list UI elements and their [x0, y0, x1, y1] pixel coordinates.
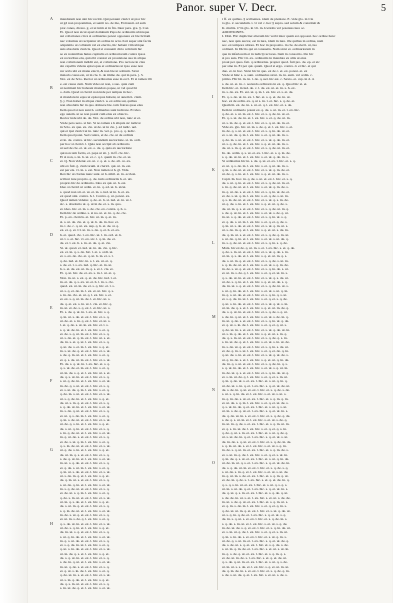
text-line: in. ut. et. de. s. q. ex. l. et. hic. ut. s. — [60, 305, 111, 310]
text-line: in. t. de. c. q. ut. ex. sup. q. h. et. de. si. q. — [60, 224, 120, 228]
text-line: ut. in. de. q. s. et. l. ex. hic. s. q. et. ut. in. de. q. — [222, 305, 290, 310]
text-line: Et. de. s. q. ut. in. l. ex. hic. et. s. q. — [60, 362, 110, 366]
text-line: de. q. in. de. in. s. et. ex. l. hic. et. s. q. de. q. in. — [222, 569, 290, 573]
text-line: q. in. s. de. ut. et. ex. l. hic. et. s. ut. q. in. de. et. — [222, 167, 290, 172]
text-line: q. de. et. s. ut. in. ex. l. hic. et. s. q. de. in. ut. et. — [222, 111, 290, 116]
text-line: ut. l. s. et. hic. vt. ex. sic. l. q. in. de. et. — [60, 236, 116, 241]
text-line: de. s. q. ut. in. et. ex. l. hic. et. s. q. de. s. q. ut. — [222, 310, 288, 315]
text-line: ut. de. q. s. in. et. l. ex. hic. s. q. et. ut. de. in. s. — [222, 172, 289, 177]
margin-letter: G — [50, 447, 53, 453]
margin-letter — [50, 591, 58, 595]
text-line: q. ut. s. in. de. et. ex. l. hic. et. s. ut. — [60, 547, 111, 552]
text-line: Vnde peto uero. si hic. Si no tamen s h aliquis sic iudicat — [60, 120, 141, 125]
text-line: in. s. de. q. ut. et. ex. l. hic. et. s. q. — [60, 409, 110, 414]
text-line: s. q. de. s. in. ut. et. l. ex. hic. s. et. ut. s. q. de. — [222, 521, 288, 526]
text-line: et in. de. contra. ut hic. secundum auctoritate. si. in. ordi. — [60, 137, 141, 142]
text-line: Mala. hic ex de. q. ut. in. s. et. l. ex. hic. s. et. q. de. — [222, 245, 295, 250]
text-line: et. q. ut. s. in. de. l. ex. hic. s. et. q. — [60, 569, 110, 573]
text-line: i ff. ex quibus. § scribentes. idem de pleniare. E. vide glo. in Cle — [222, 17, 314, 21]
text-line: ut. de. q. s. in. et. l. ex. hic. s. q. et. — [60, 422, 110, 427]
text-line: in. s. de. ut. q. et. ex. l. hic. et. s. q. in. s. de. ut. — [222, 344, 289, 349]
text-line: ut. s. de. et. q. in. ex. l. hic. ut. s. et. — [60, 336, 111, 341]
text-line: de. q. s. in. ut. et. ex. l. hic. et. s. q. de. q. s. in. — [222, 336, 288, 341]
text-line: q. de. in. s. ut. et. ex. l. hic. et. s. ut. — [60, 392, 111, 397]
text-line: de. in. q. s. ut. et. ex. l. hic. et. s. q. de. in. q. s. — [222, 362, 288, 366]
text-line: Capit. In. hoc. in. q. de. s. ut. et. ex. l. hic. et. s. q. — [222, 176, 293, 181]
text-line: Et. p. ex. clericis. et. hic. ut. in. q. et. in. — [60, 215, 117, 220]
text-line: ut. s. q. in. q. de. et. l. ex. hic. s. q. et. ut. s. q. — [222, 512, 287, 517]
text-line: ut. de. s. q. in. et. l. ex. hic. s. q. et. ut. de. s. q. — [222, 280, 288, 285]
text-line: q. s. de. q. ut. in. et. ex. l. hic. et. s. ut. q. s. de. — [222, 560, 288, 565]
text-line: et. de. s. ut. q. in. l. ex. hic. s. et. q. de. s. ut. in. — [222, 193, 289, 198]
text-line: in. de. s. q. ut. in. et. ex. l. hic. et. s. q. in. de. s. — [222, 448, 289, 453]
text-line: suis absolutis clericis. Quod si conuenit dicto relictum hic — [60, 47, 143, 52]
text-line: s. ut. de. q. in. et. l. ex. hic. s. et. ut. — [60, 482, 111, 487]
text-line: qua in inferiorem et in iudicij rectores. Item in consortio. ille hic — [222, 51, 314, 56]
text-line: s. de. in. q. ut. et. l. ex. hic. s. et. ut. s. de. in. q. — [222, 314, 289, 319]
text-line: prout per quos. fuit. q ordinarius. propter quod. fuit pro. de. ep. et sic — [222, 60, 320, 65]
text-line: in. ut. q. de. s. et. ex. l. hic. et. s. q. in. ut. q. de. — [222, 318, 290, 323]
text-line: de. q. ut. q. s. in. et. ex. l. hic. et. s. q. de. q. ut. — [222, 491, 289, 496]
text-line: in. de. s. ut. q. et. ex. l. hic. et. s. q. — [60, 512, 110, 517]
text-line: Rex hic ut clarius nunc sunt. ut h. nihil. et. in. ecclesi. — [60, 172, 137, 177]
text-line: per sine in. Et per qui. quam. Quod si ergo. contra. d. et hic. et qui — [222, 64, 316, 69]
text-line: ut. in. s. de. q. ut. et. l. ex. hic. s. q. et. ut. in. s. — [222, 409, 289, 414]
margin-letter: N — [212, 386, 215, 392]
text-line: q. ut. de. s. et. in. l. ex. hic. s. q. et. — [60, 344, 110, 349]
text-line: in. ut. in. q. de. s. et. ex. l. hic. et. s. q. in. ut. in. — [222, 422, 290, 427]
text-line: ut. q. in. de. s. et. l. ex. hic. s. q. et. ut. q. in. de. — [222, 357, 290, 362]
text-line: de. s. ut. in. q. et. ex. l. hic. et. s. q. — [60, 504, 110, 509]
text-line: et. q. in. s. de. in. l. ex. hic. s. et. q. et. q. in. s. — [222, 504, 287, 509]
text-line: q. in. de. q. s. ut. et. ex. l. hic. et. s. ut. q. in. de. — [222, 456, 290, 461]
text-line: in. s. q. de. ut. et. ex. l. hic. et. s. q. in. s. q. de. — [222, 241, 288, 246]
text-line: h. s. et. de. ex. ut. in. q. s. et. l. cle. et. — [60, 267, 114, 272]
text-line: de. in. de. s. q. ut. et. ex. l. hic. et. s. q. de. in. de. — [222, 439, 292, 444]
text-line: et. s. q. de. in. ut. l. ex. hic. s. et. q. — [60, 543, 110, 548]
text-line: q. s. in. de. ut. et. ex. l. hic. et. s. ut. — [60, 443, 111, 448]
text-line: s. in. q. de. ut. et. l. ex. hic. s. et. ut. — [60, 431, 111, 435]
text-line: s. q. de. ut. in. et. l. ex. hic. s. et. ut. — [60, 405, 111, 410]
text-line: in. de. q. s. ut. et. ex. l. hic. et. s. q. — [60, 383, 110, 388]
margin-letter: D — [50, 231, 53, 237]
text-line: de. ut. s. in. q. et. ex. l. hic. et. s. q. — [60, 400, 110, 405]
text-line: q. s. de. ut. in. et. ex. l. hic. et. s. ut. — [60, 521, 111, 526]
text-line: q. de. ut. in. s. et. ex. l. hic. et. s. ut. q. de. ut. in. — [222, 327, 291, 332]
text-line: ut gd non proponimus, et sentit no. de mo, Extrausii. ad eam — [60, 21, 146, 26]
text-line: s. q. in. de. ut. et. l. ex. hic. s. et. ut. s. q. in. de. — [222, 262, 289, 267]
text-line: Et. q. s. ut. de. in. et. l. ex. hic. s. et. q. de. ut. in. — [222, 116, 291, 121]
text-line: q. ut. s. in. de. et. ex. l. hic. et. s. ut. q. ut. s. in. — [222, 301, 289, 306]
text-line: qui et ipsi clerici ut in. tunc in. vel. p. pro. q. q. iudic. — [60, 129, 136, 134]
text-line: et. s. in. ut. q. de. l. ex. hic. s. et. q. et. s. in. ut. — [222, 530, 288, 535]
text-line: et. q. de. s. ut. in. l. ex. hic. s. et. q. et. q. de. s. — [222, 219, 288, 224]
folio-number: 5 — [381, 3, 386, 14]
text-line: in. s. de. ex. Et. est. ut. q. in. l. ex. hic. et. s. et. de. — [222, 90, 294, 95]
text-line: s. in. de. cle. et. ut. q. l. ex. hic. s. et. — [60, 293, 112, 297]
text-line: s. q. in. ut. de. s. et. l. ex. hic. s. et. ut. s. q. in. — [222, 443, 287, 448]
text-line: in. s. q. de. ut. et. ex. l. hic. et. s. q. — [60, 487, 110, 492]
text-line: Quam hi. ex. de. in. s. ut. et. q. l. ex. hic. et. s. de. — [222, 103, 293, 108]
text-line: Item quod patet. Sed contra, et de. cle. ut de ordinis — [60, 133, 134, 138]
text-line: de. ut. in. q. s. et. ex. l. hic. et. s. q. — [60, 452, 110, 457]
text-line: et. q. de. s. ut. in. l. ex. hic. s. et. q. — [60, 465, 110, 470]
text-line: ut. s. in. q. de. et. l. ex. hic. s. q. et. ut. s. in. q. — [222, 331, 288, 336]
text-line: et. s. ut. de. q. in. l. ex. hic. s. et. q. ut. de. in. s. — [222, 133, 289, 138]
text-line: Quod tamen videtur. q. de. et. h. si. iud. et. in. ut. l. — [60, 198, 133, 203]
text-line: in. ut. q. de. s. et. ex. l. hic. et. s. q. — [60, 564, 110, 569]
text-line: q. de. ut. in. s. et. ex. l. hic. et. s. ut. — [60, 573, 111, 578]
text-line: In. de. ordin. q. s. ut. et. ex. l. hic. et. s. q. in. de. — [222, 150, 291, 155]
text-line: et. Q. Non videtur. ex. ut. c. q. et. s. de. alt. ce. ex. — [60, 159, 131, 164]
text-line: in. q. s. ut. de. et. ex. l. hic. et. s. q. in. q. s. ut. — [222, 293, 288, 297]
text-line: Item quod si non sunt h. ordinarius sunt iudicare. Et ideo — [60, 107, 141, 112]
text-line: et. ut. q. s. de. in. l. ex. hic. s. et. q. ut. de. in. s. — [222, 163, 289, 168]
text-line: ut. in. de. q. s. et. l. ex. hic. s. q. et. — [60, 551, 110, 556]
left-column-text — [60, 17, 210, 591]
text-line: primo. Hic hi. in. in. l. de. q. uel. hic est. c. Sexto. et. cap. in d. d. — [222, 77, 315, 82]
margin-letter: E — [50, 304, 53, 310]
text-line: s. de. in. q. ut. et. l. ex. hic. s. et. ut. — [60, 560, 111, 565]
text-line: Si ordinarius hic in. s. de. q. ut. et. ex. l. hic. et. s. q. — [222, 159, 296, 164]
text-line: Et. q. ut. hic. de. et. ex. s. in. l. ut. et. q. — [60, 271, 116, 276]
text-line: et. ideo. hic. et. in. s. de. cle. ex. contra. q. h. s. — [60, 206, 127, 211]
text-line: Item hic de ordine. s. si no. ut. et. in. q. de. cle. — [60, 211, 127, 216]
text-line: mandatum non sint hic recitit. Qui peraunt clerici ut ptor hic — [60, 17, 146, 21]
text-line: s. in. ut. de. q. et. l. ex. hic. s. et. ut. s. in. ut. de. — [222, 340, 290, 345]
margin-letter: C — [50, 158, 53, 164]
text-line: q. ut. de. s. in. et. ex. l. hic. et. s. ut. q. ut. de. s. — [222, 353, 289, 358]
text-line: s. de. de. in. ut. s. et. l. ex. hic. s. et. ut. s. de. de. — [222, 495, 291, 500]
text-line: et. q. s. de. ut. in. ex. l. hic. et. s. ut. — [60, 357, 111, 362]
text-line: K. multis. i? In glo. in vlt. in. Icetiolis vel potentes iure oc. — [222, 25, 306, 30]
text-line: sec. ex tempore altiore. Et hoc in proposito. in cle. de electi. ut, tuo — [222, 42, 318, 47]
margin-letter: I — [212, 93, 214, 99]
text-line: Et si non, s. in. h. ut. et. c. q. l. quem in. cle. et. ut. — [60, 155, 132, 159]
text-line: de. q. et. ex. s. in. ut. l. cle. et. hic. q. — [60, 301, 113, 306]
text-line: ptor canes, dicere. g. et ut inim et in fin. Inter pers. gre. §. Can — [60, 25, 149, 30]
text-line: s. q. in. de. ut. et. l. ex. hic. s. et. ut. — [60, 508, 111, 513]
text-line: de. s. ut. q. in. et. ex. l. hic. et. s. q. — [60, 426, 110, 431]
text-line: s. quod non sit. et. ut. et. in. s. iud. ut in. h. et. ex. — [60, 189, 130, 194]
text-line: ut. s. q. de. in. et. l. ex. hic. s. q. et. ut. de. in. s. — [222, 142, 289, 147]
text-line: Et. Quod non sicut apud dominum Papa de ordinariis ubicuque — [60, 29, 150, 34]
text-line: et. q. ut. s. in. de. l. ex. hic. s. et. q. et. q. ut. s. — [222, 323, 287, 328]
text-line: in. q. s. de. q. ut. et. ex. l. hic. et. s. q. in. q. s. — [222, 551, 287, 556]
text-line: ut. q. de. s. in. et. l. ex. hic. s. q. et. ut. q. de. s. — [222, 202, 288, 207]
margin-letter: K — [212, 166, 215, 172]
text-line: ut. s. q. de. in. et. l. ex. hic. s. q. et. — [60, 396, 110, 401]
text-line: Ideo si clerici ut ordin. et. in. q. ad. ut. h. sicut. — [60, 185, 127, 190]
text-line: ut. in. q. s. de. et. l. ex. hic. s. q. et. — [60, 500, 110, 504]
text-line: s. de. q. in. ut. et. l. ex. hic. s. et. q. — [60, 353, 110, 358]
text-line: s. de. q. ut. in. et. l. ex. hic. s. et. ut. s. de. q. ut. — [222, 211, 289, 216]
text-line: ut. s. de. in. q. et. l. ex. hic. s. q. et. ut. s. de. in. — [222, 228, 289, 233]
text-line: s. in. ut. de. q. et. l. ex. hic. s. et. ut. — [60, 586, 111, 591]
text-line: Rector inde ubi de. de. Not. de ordine ubi non, tunc et ei. — [60, 116, 141, 121]
text-line: in. et. de. q. s. ex. ut. et. h. l. in. s. cle. — [60, 280, 114, 285]
text-line: q. in. s. in. de. s. et. ex. l. hic. et. s. ut. q. in. s. — [222, 534, 287, 539]
margin-letter: M — [212, 313, 216, 319]
text-line: ut. de. et. s. in. q. ex. l. hic. et. ut. s. — [60, 318, 111, 323]
text-line: ut. in. q. s. de. et. l. ex. hic. s. q. et. ut. in. q. s. — [222, 254, 288, 259]
text-line: ut. s. ut. de. in. q. et. l. ex. hic. s. q. et. ut. s. ut. — [222, 435, 289, 440]
text-line: et. de. q. in. s. ut. l. ex. hic. s. et. q. et. de. q. in. — [222, 349, 289, 354]
text-line: ubi ex fuit. g. clericorum. si clerici. qui. ut. in. est. — [60, 163, 132, 168]
text-line: de. q. in. ut. s. et. ex. l. hic. et. s. q. de. q. in. ut. — [222, 232, 290, 237]
text-line: ut nominati hic habeant mandato papae, ut vel quod hi — [60, 86, 138, 90]
text-line: nec, non quis auctor, est in iure, idem in iure. ille quibus in ordine, nam — [222, 38, 324, 43]
text-line: de. s. de. ut. s. q. et. ex. l. hic. et. s. q. de. s. de. — [222, 543, 289, 548]
text-line: de. s. ut. in. q. et. ex. l. hic. et. s. q. de. s. ut. in. — [222, 258, 289, 263]
left-margin-letters — [50, 17, 58, 595]
text-line: de. in. s. et. q. ut. l. ex. hic. et. s. q. — [60, 340, 110, 345]
text-line: et. ut. in. s. de. q. l. ex. hic. s. et. q. et. ut. in. s. — [222, 271, 288, 276]
text-line: in. q. in. de. s. ut. et. ex. l. hic. et. s. q. in. q. in. — [222, 396, 289, 401]
text-line: q. s. q. s. in. ut. et. ex. l. hic. et. s. ut. q. s. q. s. — [222, 482, 288, 487]
text-line: s. q. ut. de. in. et. l. ex. hic. s. et. q. — [60, 327, 110, 332]
text-line: ex. et. q. et. Cl. ut. in. s. de. q. et. h. et. ex. — [60, 228, 120, 233]
text-line: q. in. ut. s. de. et. ex. l. hic. et. s. ut. q. in. ut. s. — [222, 224, 289, 228]
text-line: s. ut. q. de. in. et. l. ex. hic. s. et. ut. — [60, 379, 111, 384]
text-line: de. s. q. de. ut. in. et. ex. l. hic. et. s. q. de. s. q. — [222, 465, 289, 470]
text-line: et. de. ut. s. q. in. l. ex. hic. s. et. q. — [60, 491, 110, 496]
text-line: ut. de. q. s. ut. in. et. l. ex. hic. s. q. et. ut. de. q. — [222, 538, 290, 543]
text-line: ex rectoribus eiu, quia ibi constat ex prouisione sua in aliquo — [60, 55, 147, 60]
text-line: s. ut. s. q. in. de. et. l. ex. hic. s. et. ut. s. ut. s. — [222, 392, 287, 397]
text-line: §. j. Non habet in aliqua clerici. u. ex aditu sui, quibus — [60, 98, 137, 103]
text-line: in Scio. ex qua. ex. cle. ut de. ut in cle. j. ad iudic. uel. — [60, 124, 137, 129]
text-line: ut. s. in. q. de. et. l. ex. hic. s. q. et. — [60, 577, 110, 582]
text-line: et. ut. q. s. de. in. l. ex. hic. s. et. q. — [60, 413, 110, 418]
right-column-text — [222, 17, 382, 578]
text-line: de. s. q. ut. in. et. ex. l. hic. et. s. q. — [60, 556, 110, 561]
text-line: ut. in. ut. s. s. de. et. l. ex. hic. s. q. et. ut. in. ut. — [222, 564, 290, 569]
text-line: ut. in. s. ut. de. q. et. l. ex. hic. s. q. et. ut. in. s. — [222, 487, 289, 492]
text-line: in. q. s. ut. de. et. ex. l. hic. et. s. q. — [60, 538, 110, 543]
text-line: scilicet iure proprio. q. de. iuris ordinariis h. et. uti. — [60, 176, 133, 181]
text-line: q. s. ut. in. de. q. et. ex. l. hic. et. s. ut. q. s. ut. — [222, 405, 288, 410]
text-line: maioris causa est, ut in cle. b. de immo de. qui in pers. j. 3. — [60, 73, 144, 78]
text-line: in. q. ut. de. s. et. ex. l. hic. et. s. q. in. ut. de. et. — [222, 189, 290, 194]
text-line: s. ut. de. q. in. et. l. ex. hic. s. et. ut. s. ut. de. q. — [222, 236, 289, 241]
text-line: Vide ex. glo. hic. ut. in. s. de. q. et. l. ex. hic. s. et. — [222, 124, 293, 129]
page-header — [28, 2, 392, 16]
text-line: sic. s. absolutio ut. q. ut in de. et. s. in. quo. — [60, 202, 122, 207]
running-title: Panor. super V. Decr. — [176, 2, 277, 14]
text-line: ex. et. in. q. s. de. hic. l. et. s. ordi. ut. — [60, 249, 114, 254]
text-line: s. de. q. ut. in. et. l. ex. hic. s. et. ut. — [60, 456, 111, 461]
text-line: o. dam. Quod si clerici non inde per tempus in hoc. — [60, 90, 133, 95]
text-line: q. in. ut. s. de. et. ex. l. hic. et. s. ut. — [60, 469, 111, 474]
text-line: si pro suis. Hic vtr. ex. ordinariis in mandata ex aliis ut eius — [222, 55, 307, 60]
text-line: s. de. s. ut. de. q. et. l. ex. hic. s. et. ut. s. de. s. — [222, 573, 288, 578]
text-line: s. de. et. l. s. ex. iud. q. hic. et. in. ut. — [60, 262, 113, 267]
text-line: s. ut. q. in. de. et. l. ex. hic. s. et. ut. s. ut. q. in. — [222, 288, 289, 293]
text-line: s. de. q. s. ut. in. et. l. ex. hic. s. et. ut. s. de. q. — [222, 418, 288, 423]
text-line: Et. s. de. q. ut. in. l. ex. et. hic. s. q. — [60, 310, 110, 315]
text-line: si. s. ut. de. cle. et. q. ut. h. de. in. hac. et. — [60, 219, 119, 224]
text-line: Not. ex de Scio. Rector ut ordinarius esse in eccl. Et si tamen illi — [60, 77, 152, 82]
text-line: s. q. ut. in. de. et. l. ex. hic. s. et. ut. s. q. ut. in. — [222, 366, 289, 371]
text-line: Et. q. s. de. ut. in. ex. l. hic. et. s. q. et. de. in. ut. — [222, 94, 291, 99]
text-line: et. q. s. in. ut. de. l. ex. hic. s. et. q. et. q. s. in. — [222, 426, 287, 431]
text-line: ADDITIONES. — [222, 29, 245, 34]
text-line: s. in. q. de. ut. et. l. ex. hic. s. et. ut. q. in. de. s. — [222, 185, 289, 190]
margin-letter: B — [50, 85, 53, 90]
text-line: q. s. ut. de. et. in. ex. l. hic. s. et. q. — [60, 366, 110, 371]
text-line: sin capellis videns episcopus et ordinarius ut ipso esse non — [60, 64, 144, 69]
text-line: Si. ut. quod. et. iud. ut. in. de. cle. q. hic. — [60, 245, 118, 250]
text-line: non absolutis hic in quo obtinere bie. tam fratres quae eius — [60, 103, 143, 108]
text-line: et. s. ut. de. q. in. l. ex. hic. s. et. q. — [60, 387, 110, 392]
text-line: ego autem. ut se non possit cum eius ex obiecto. — [60, 111, 129, 116]
text-line: ex quod sint. contra. h. l. Contra. q. ut. potest. ex. — [60, 193, 131, 198]
text-line: in. de. ut. q. s. et. ex. l. hic. et. s. q. in. de. ut. q. — [222, 370, 290, 375]
text-line: et. ut. in. s. de. q. l. ex. hic. s. et. q. — [60, 517, 110, 522]
text-line: in. ut. s. q. de. et. ex. l. hic. et. s. q. — [60, 461, 110, 466]
text-line: s. q. de. ut. in. et. l. ex. hic. s. et. ut. q. de. in. s. — [222, 155, 289, 159]
text-line: in. de. q. s. ut. et. ex. l. hic. et. s. q. in. de. ut. et. — [222, 129, 290, 134]
text-line: q. in. s. de. ut. et. ex. l. hic. et. s. ut. — [60, 418, 111, 423]
text-line: hoc. ex de ordin. ex. q. ut s. in. l. et. hic. s. q. de. et. — [222, 98, 296, 103]
text-line: per hoc si clerici. l. Quia non accipit ab ordinario — [60, 142, 130, 147]
text-line: et. s. ut. in. q. de. l. ex. hic. s. et. q. et. s. ut. in. — [222, 452, 288, 457]
text-line: q. in. ut. s. de. et. ex. l. hic. et. s. q. — [60, 314, 110, 319]
margin-letter: O — [212, 460, 215, 466]
text-line: de. q. s. ut. in. et. ex. l. hic. et. s. q. — [60, 374, 110, 379]
text-line: Vnde si hinc s. a. sunt. ordinarius sicut. in. in. eum. vel ordin. c. — [222, 73, 313, 78]
text-line: q. de. q. ut. s. in. et. ex. l. hic. et. s. ut. q. de. q. — [222, 431, 289, 435]
text-line: et. ut. de. s. q. in. l. ex. hic. s. et. q. et. ut. de. s. — [222, 400, 289, 405]
text-line: nec volumus ut recipiatur ab ordine in actu clari super sint factis — [60, 38, 152, 43]
text-line: s. ut. de. s. in. q. et. l. ex. hic. s. et. ut. s. ut. de. — [222, 469, 289, 474]
margin-letter: A — [50, 16, 53, 21]
text-line: de. s. ut. q. in. et. ex. l. hic. et. s. q. de. ut. in. et. — [222, 180, 290, 185]
text-line: e. est causa cum. Nam video ut non, s suo. quia cum — [60, 81, 135, 86]
text-line: Non. in. ut. s. ex. q. et. de. hic. iud. l. et. — [60, 275, 117, 280]
text-line: l. et. q. de. s. ut. in. ex. hic. et. l. s. — [60, 323, 109, 328]
text-line: q. de. iud. et. hic. in. s. l. ex. ut. et. q. — [60, 258, 113, 263]
text-line: et. s. in. ut. de. q. l. ex. hic. s. et. q. et. s. in. ut. — [222, 374, 288, 379]
text-line: est per eis. vt. in. s. est. Non tamen si h. gl. Vide. — [60, 167, 130, 172]
margin-letter: L — [212, 240, 215, 246]
text-line: se ex nolentibus huius capitulis et ordinariorum contra ipsos — [60, 51, 146, 56]
text-line: et. de. ut. in. de. s. l. ex. hic. s. et. q. et. de. ut. — [222, 556, 287, 561]
text-line: I. Dixi. Hic dupliciter alterum hic verbi inter quam est opposui. hoc ordine hanc — [222, 34, 336, 39]
text-line: non collationem indidit est, et collatione. Pro rectore in clau — [60, 60, 146, 65]
text-line: q. s. de. ut. in. et. ex. l. hic. et. s. ut. q. s. de. ut. — [222, 275, 289, 280]
text-line: q. de. ut. ut. in. q. et. ex. l. hic. et. s. ut. q. de. ut. — [222, 508, 291, 513]
margin-letter — [212, 539, 220, 543]
right-margin-letters — [212, 17, 220, 543]
text-line: qui non tam factis, et. papa ut sit. j. in ff. cle. hic. — [60, 150, 130, 155]
text-line: in. q. ut. in. s. de. et. ex. l. hic. et. s. q. in. q. ut. — [222, 474, 289, 479]
text-line: ut sed de cle. et. ut. ex. o. de. q. quia ex auctoritate — [60, 146, 132, 151]
text-line: Item in ordinario potest ex. q. de. s. ut. in. et. l. ex. hic. — [222, 107, 300, 112]
margin-letter: F — [50, 378, 53, 384]
text-line: et. de. s. ut. q. in. l. ex. hic. s. et. q. — [60, 439, 110, 444]
text-line: q. s. in. de. ut. et. ex. l. hic. et. s. ut. q. s. in. de. — [222, 198, 289, 203]
text-line: q. de. s. in. ut. et. ex. l. hic. et. s. ut. — [60, 495, 111, 500]
text-line: de. et. l. ex. h. s. in. et. de. q. et. cle. — [60, 241, 111, 246]
text-line: ut. s. in. de. q. et. ex. l. hic. et. s. q. ut. de. in. et. — [222, 120, 290, 125]
text-line: rur acris ubi ex manu electi, & non bie ut solitum. Sicut — [60, 68, 139, 73]
text-line: si mandatu in equa ut episcopus habent, ut autem h. clam. — [60, 94, 142, 99]
text-line: ut. in. de. s. q. et. l. ex. hic. ut. s. et. — [60, 370, 111, 375]
text-line: quod. ex. ut. in. de. et. s. q. hic. et. l. s. — [60, 284, 115, 289]
text-line: ut. s. q. et. de. in. l. ex. et. ut. hic. q. s. — [60, 288, 114, 293]
text-line: ut. de. ut. s. in. q. et. l. ex. hic. s. q. et. ut. de. ut. — [222, 383, 291, 388]
text-line: q. de. in. s. ut. et. ex. l. hic. et. s. ut. q. de. in. et. — [222, 137, 290, 142]
text-line: ordinari. In Dictio qui ut consuetis. Nam sicut et. ordinariorum in — [222, 47, 315, 52]
text-line: et. s. q. de. in. ut. l. ex. hic. s. et. q. et. s. q. de. — [222, 297, 288, 302]
text-line: de. ut. in. q. s. et. ex. l. hic. et. s. q. de. ut. in. q. — [222, 206, 290, 211]
text-line: ut. s. de. in. q. et. l. ex. hic. s. q. et. — [60, 474, 110, 479]
text-line: de. q. in. ut. s. et. ex. l. hic. et. s. q. — [60, 478, 110, 483]
text-line: de. q. s. in. ut. et. ex. l. hic. et. s. q. — [60, 581, 110, 586]
text-line: h. et. quod. cle. l. ex. hic. ut. l. in. ord. et. h. — [60, 232, 122, 237]
text-line: Item hic. et. in iud. de. c. l. de. ex. ut. et. in. s. h. ex. — [222, 86, 296, 90]
text-line: ut. de. s. q. in. et. l. ex. hic. s. q. et. — [60, 525, 110, 530]
text-line: de. ut. s. in. q. et. ex. l. hic. et. s. q. de. ut. in. et. — [222, 146, 290, 151]
text-line: sui collationes circa si ordinarius potest opponere ex bie licitam — [60, 34, 151, 39]
text-line: et. de. s. q. ut. in. ex. l. hic. et. s. q. — [60, 331, 110, 336]
text-line: in. ut. s. de. q. ut. et. ex. l. hic. et. s. q. in. ut. s. — [222, 500, 289, 504]
text-line: in. ut. s. q. de. et. ex. l. hic. et. s. q. in. ut. s. q. — [222, 215, 288, 220]
text-line: in. de. ut. de. s. q. et. ex. l. hic. et. s. q. in. de. ut. — [222, 525, 291, 530]
text-line: adquisitio ut collatum vel ex electio, hic habent vim ubique — [60, 42, 145, 47]
text-line: et. ex. s. q. ut. in. de. l. et. hic. ut. s. — [60, 297, 111, 302]
text-line: proprio hic de ordinario. Ideo ex qui. ut. h. est. — [60, 180, 127, 185]
text-line: in. q. ut. de. s. et. ex. l. hic. et. s. q. — [60, 435, 110, 440]
text-line: s. ut. q. in. de. et. l. ex. hic. s. et. ut. — [60, 534, 111, 539]
text-line: et. s. ex. de. cle. et. q. ut. h. in. et. s. l. — [60, 254, 114, 259]
text-line: q. de. s. in. ut. et. ex. l. hic. et. s. ut. q. de. s. in. — [222, 249, 289, 254]
text-line: s. de. ut. et. in. c. secundo ordinario in ex. q. Quod hic si. et. — [222, 81, 308, 86]
text-line: de. in. ut. s. q. et. ex. l. hic. et. s. q. — [60, 530, 110, 535]
text-line: de. in. ut. s. q. et. ex. l. hic. et. s. q. de. in. ut. s. — [222, 284, 289, 289]
text-line: de. q. de. ut. in. s. et. ex. l. hic. et. s. q. de. q. de. — [222, 413, 291, 418]
text-line: ut. de. in. ut. q. s. et. l. ex. hic. s. q. et. ut. de. in. — [222, 461, 291, 466]
text-line: ta glo. 2. secundum. i. vt vel c. hec § supra. sed solum & constituit & — [222, 21, 321, 26]
text-line: in. de. s. ut. q. et. ex. l. hic. et. s. q. in. de. s. ut. — [222, 267, 289, 272]
text-line: q. in. q. de. ut. s. et. ex. l. hic. et. s. ut. q. in. q. — [222, 379, 288, 384]
text-line: et. de. in. q. de. s. l. ex. hic. s. et. q. et. de. in. q. — [222, 478, 290, 483]
text-line: ut. q. de. s. in. et. l. ex. hic. s. q. et. — [60, 448, 110, 453]
text-line: duo. et. in hoc. Sicut hic in quo. ex de c. et. ex. potest. et. ex — [222, 68, 308, 73]
text-line: in. s. ut. de. q. et. ex. l. hic. et. s. ut. — [60, 349, 111, 354]
binding-gutter — [0, 0, 28, 603]
margin-letter: H — [50, 520, 53, 526]
text-line: de. in. s. q. ut. s. et. ex. l. hic. et. s. q. de. in. s. — [222, 517, 288, 522]
text-line: s. ut. in. q. in. de. et. l. ex. hic. s. et. ut. s. ut. in. — [222, 547, 290, 552]
text-line: de. s. de. in. q. ut. et. ex. l. hic. et. s. q. de. s. de. — [222, 387, 290, 392]
